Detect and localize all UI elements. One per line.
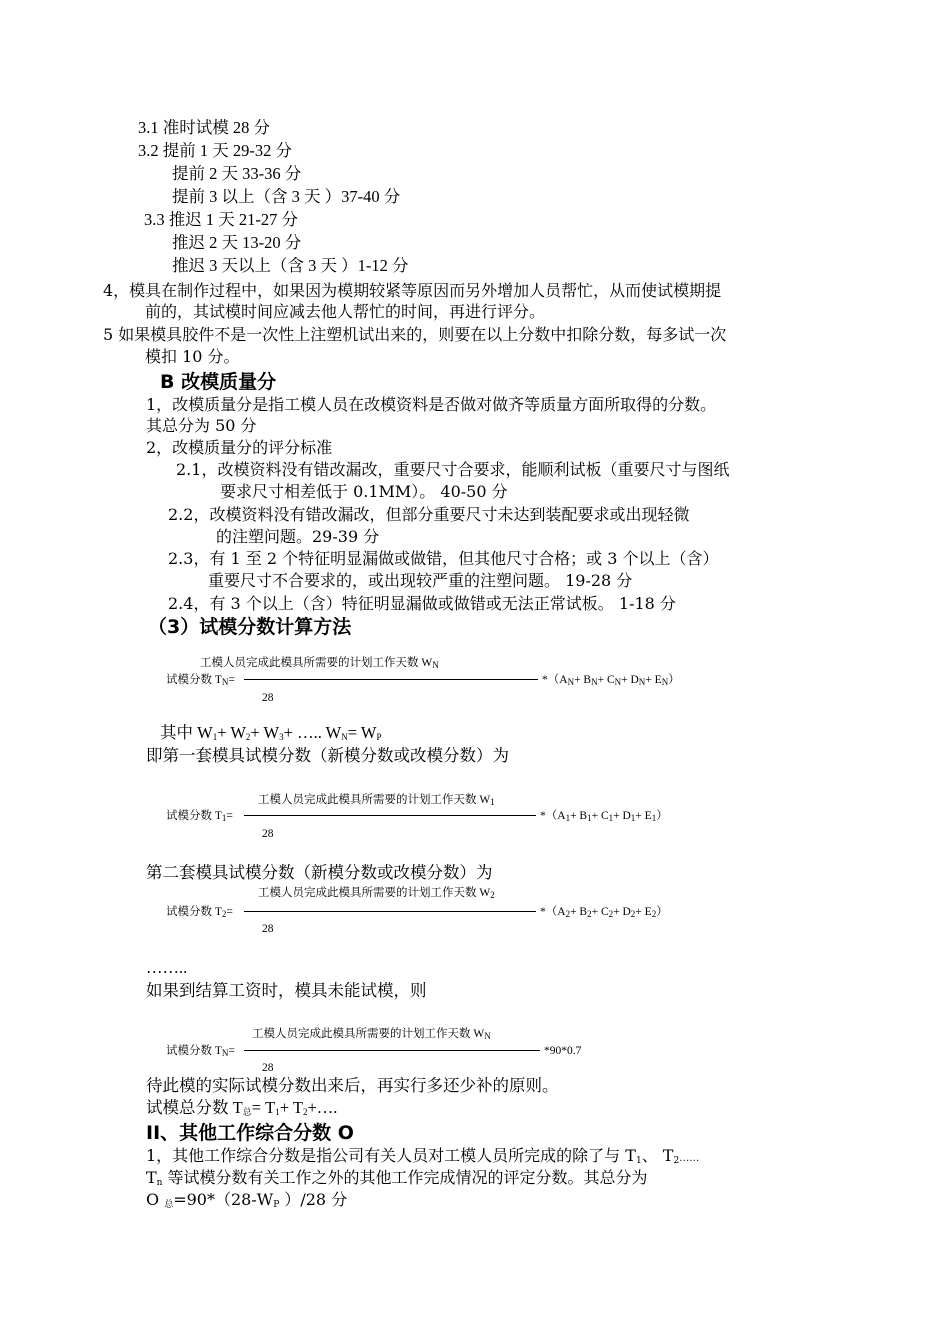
second-set-text: 第二套模具试模分数（新模分数或改模分数）为 — [146, 863, 493, 882]
f3-multiplier: $*(A_2+ B_2+ C_2+ D_2+ E_2)$ — [540, 906, 668, 919]
b-2-3-line2: 重要尺寸不合要求的，或出现较严重的注塑问题。 19-28 分 — [208, 571, 633, 590]
f1-multiplier: $*(A_N+ B_N+ C_N+ D_N+ E_N)$ — [542, 674, 680, 687]
rule-3-3-c: 推迟 3 天以上（含 3 天 ）1-12 分 — [172, 256, 409, 275]
section-b-title: B 改模质量分 — [160, 371, 277, 393]
total-score-line: 试模总分数 $T_总= T_1+$ $T_2+\dots$. — [146, 1098, 338, 1117]
rule-3-2-c: 提前 3 以上（含 3 天 ）37-40 分 — [172, 187, 401, 206]
b-2-2-line1: 2.2，改模资料没有错改漏改，但部分重要尺寸未达到装配要求或出现轻微 — [168, 505, 690, 524]
f1-numerator: 工模人员完成此模具所需要的计划工作天数 $W_N$ — [200, 657, 439, 670]
item-5-line1: 5 如果模具胶件不是一次性上注塑机试出来的，则要在以上分数中扣除分数，每多试一次 — [103, 325, 727, 344]
f4-fraction-bar — [244, 1050, 540, 1051]
f1-denominator: 28 — [262, 692, 274, 704]
f2-denominator: 28 — [262, 828, 274, 840]
f1-lhs: 试模分数 $T_N=$ — [166, 674, 235, 687]
first-set-text: 即第一套模具试模分数（新模分数或改模分数）为 — [146, 746, 509, 765]
no-trial-text: 如果到结算工资时，模具未能试模，则 — [146, 981, 427, 1000]
f3-lhs: 试模分数 $T_2=$ — [166, 906, 233, 919]
f4-numerator: 工模人员完成此模具所需要的计划工作天数 $W_N$ — [252, 1028, 491, 1041]
f2-multiplier: $*(A_1+ B_1+ C_1+ D_1+ E_1)$ — [540, 810, 668, 823]
f2-lhs: 试模分数 $T_1=$ — [166, 810, 233, 823]
b-p2: 2，改模质量分的评分标准 — [146, 438, 333, 457]
rule-3-3-b: 推迟 2 天 13-20 分 — [172, 233, 302, 252]
rule-3-1: 3.1 准时试模 28 分 — [138, 118, 270, 137]
calc-title: （3）试模分数计算方法 — [148, 616, 352, 638]
b-2-2-line2: 的注塑问题。29-39 分 — [216, 527, 380, 546]
f2-fraction-bar — [244, 815, 536, 816]
b-2-4: 2.4，有 3 个以上（含）特征明显漏做或做错或无法正常试板。 1-18 分 — [168, 594, 676, 613]
item-4-line2: 前的，其试模时间应减去他人帮忙的时间，再进行评分。 — [145, 302, 546, 321]
b-2-1-line2: 要求尺寸相差低于 0.1MM）。 40-50 分 — [220, 482, 508, 501]
ii-line2: $T_n$ 等试模分数有关工作之外的其他工作完成情况的评定分数。其总分为 — [146, 1168, 648, 1188]
f2-numerator: 工模人员完成此模具所需要的计划工作天数 $W_1$ — [258, 794, 495, 807]
f1-fraction-bar — [244, 679, 538, 680]
item-5-line2: 模扣 10 分。 — [145, 347, 240, 366]
rule-3-2-b: 提前 2 天 33-36 分 — [172, 164, 302, 183]
f3-denominator: 28 — [262, 923, 274, 935]
ii-line1: 1，其他工作综合分数是指公司有关人员对工模人员所完成的除了与 $T_1$、 $T_2\dots\dots$ — [146, 1146, 700, 1166]
f4-denominator: 28 — [262, 1062, 274, 1074]
b-2-3-line1: 2.3，有 1 至 2 个特征明显漏做或做错，但其他尺寸合格；或 3 个以上（含） — [168, 549, 719, 568]
ellipsis: …….. — [146, 958, 188, 977]
f3-numerator: 工模人员完成此模具所需要的计划工作天数 $W_2$ — [258, 887, 495, 900]
rule-3-3: 3.3 推迟 1 天 21-27 分 — [144, 210, 298, 229]
f4-lhs: 试模分数 $T_N=$ — [166, 1045, 235, 1058]
b-p1-line2: 其总分为 50 分 — [146, 416, 257, 435]
section-ii-title: II、其他工作综合分数 O — [146, 1122, 354, 1144]
after-text: 待此模的实际试模分数出来后，再实行多还少补的原则。 — [146, 1076, 559, 1095]
w-sum-line: 其中 $W_1+ W_2+ W_3+$ ….. $W_N= W_P$ — [160, 723, 382, 742]
f3-fraction-bar — [244, 911, 536, 912]
b-p1-line1: 1，改模质量分是指工模人员在改模资料是否做对做齐等质量方面所取得的分数。 — [146, 395, 717, 414]
item-4-line1: 4，模具在制作过程中，如果因为模期较紧等原因而另外增加人员帮忙，从而使试模期提 — [103, 281, 722, 300]
rule-3-2: 3.2 提前 1 天 29-32 分 — [138, 141, 292, 160]
ii-line3: O $_总=90*(28-W_P$ ）/28 分 — [146, 1190, 348, 1210]
f4-multiplier: *90*0.7 — [544, 1045, 582, 1057]
b-2-1-line1: 2.1，改模资料没有错改漏改，重要尺寸合要求，能顺利试板（重要尺寸与图纸 — [176, 460, 730, 479]
